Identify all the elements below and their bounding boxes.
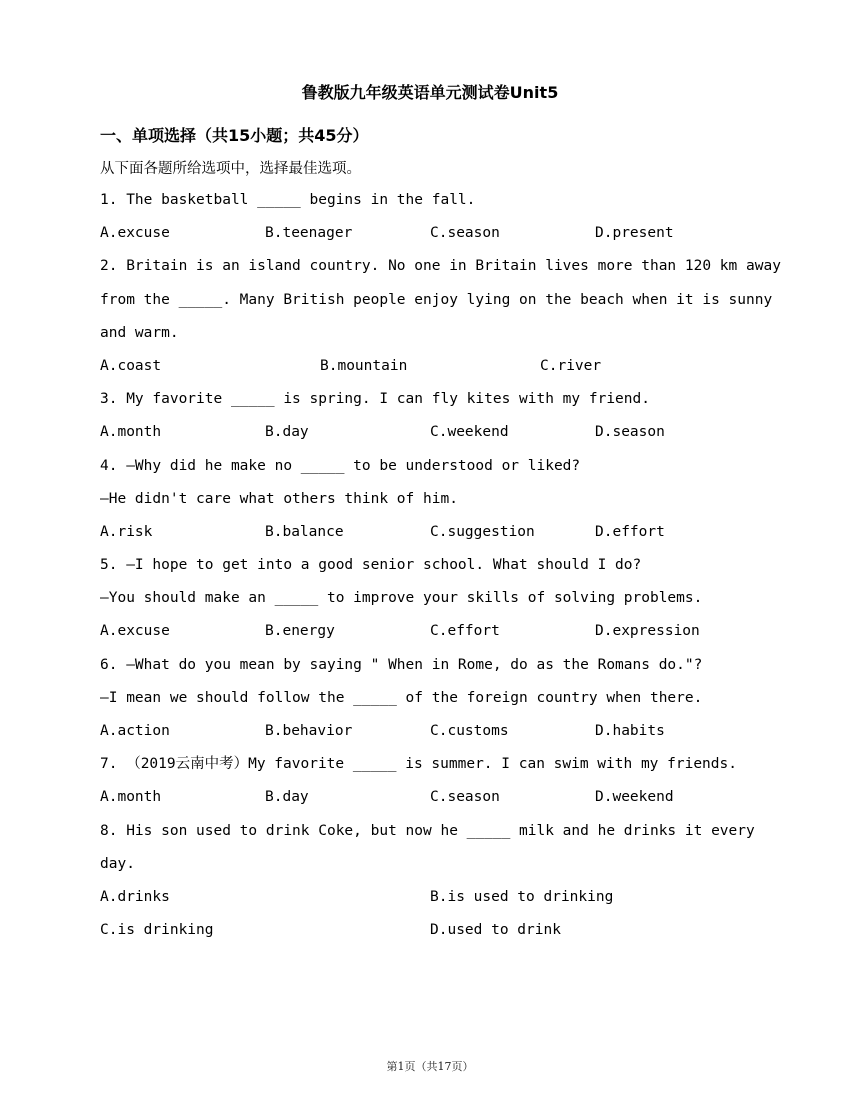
answer-option: C.suggestion: [430, 523, 535, 540]
option-row: [100, 881, 780, 914]
answer-option: B.is used to drinking: [430, 888, 614, 905]
question-text: 1. The basketball _____ begins in the fall.: [100, 192, 476, 208]
question-text: 4. —Why did he make no _____ to be understood or liked?: [100, 457, 581, 474]
question-text: 5. —I hope to get into a good senior school. What should I do?: [100, 557, 642, 574]
question-item: [100, 184, 780, 250]
answer-option: D.season: [595, 424, 665, 441]
answer-option: B.day: [265, 789, 309, 806]
answer-option: A.excuse: [100, 225, 170, 242]
answer-option: D.expression: [595, 623, 700, 640]
answer-option: C.customs: [430, 723, 509, 739]
answer-option: B.energy: [265, 623, 335, 640]
question-text: from the _____. Many British people enjoy lying on the beach when it is sunny: [100, 291, 773, 308]
question-text: 3. My favorite _____ is spring. I can fly kites with my friend.: [100, 391, 650, 408]
question-text: —I mean we should follow the _____ of the foreign country when there.: [100, 689, 703, 706]
answer-option: B.teenager: [265, 225, 353, 242]
answer-option: A.drinks: [100, 888, 170, 905]
page-footer: 第1页（共17页）: [386, 1060, 474, 1073]
option-row: [100, 615, 780, 648]
question-item: [100, 748, 780, 814]
answer-option: A.month: [100, 424, 162, 441]
question-item: [100, 815, 780, 948]
question-text: 8. His son used to drink Coke, but now he _____ milk and he drinks it every: [100, 822, 755, 839]
answer-option: D.effort: [595, 523, 665, 540]
question-text: —You should make an _____ to improve your skills of solving problems.: [100, 590, 703, 607]
option-row: [100, 715, 780, 748]
question-text: day.: [100, 855, 135, 872]
question-item: [100, 649, 780, 749]
answer-option: C.weekend: [430, 424, 509, 441]
question-text: —He didn't care what others think of him.: [100, 490, 458, 507]
option-row: [100, 350, 780, 383]
answer-option: B.mountain: [320, 357, 408, 374]
answer-option: D.present: [595, 225, 674, 242]
question-item: [100, 250, 780, 383]
option-row: [100, 416, 780, 449]
answer-option: B.behavior: [265, 723, 353, 739]
answer-option: C.river: [540, 357, 602, 374]
answer-option: A.action: [100, 723, 170, 739]
question-item: [100, 383, 780, 449]
question-item: [100, 450, 780, 550]
option-row: [100, 781, 780, 814]
answer-option: A.coast: [100, 357, 162, 374]
question-list: [100, 184, 780, 947]
option-row: [100, 217, 780, 250]
option-row: [100, 516, 780, 549]
answer-option: A.month: [100, 789, 162, 806]
answer-option: C.season: [430, 225, 500, 242]
option-row: [100, 914, 780, 947]
page-title: 鲁教版九年级英语单元测试卷Unit5: [301, 83, 559, 102]
section-heading: 一、单项选择（共15小题；共45分）: [100, 126, 369, 145]
answer-option: A.risk: [100, 523, 153, 540]
answer-option: C.effort: [430, 623, 500, 640]
question-text: 7. （2019云南中考）My favorite _____ is summer. I can swim with my friends.: [100, 756, 737, 773]
answer-option: B.day: [265, 424, 309, 441]
answer-option: A.excuse: [100, 623, 170, 640]
instruction-text: 从下面各题所给选项中，选择最佳选项。: [100, 161, 361, 177]
answer-option: D.habits: [595, 723, 665, 739]
answer-option: B.balance: [265, 523, 344, 540]
question-text: and warm.: [100, 324, 179, 341]
answer-option: D.used to drink: [430, 922, 561, 939]
answer-option: D.weekend: [595, 789, 674, 806]
question-item: [100, 549, 780, 649]
question-text: 2. Britain is an island country. No one in Britain lives more than 120 km away: [100, 258, 781, 275]
answer-option: C.season: [430, 789, 500, 806]
question-text: 6. —What do you mean by saying " When in Rome, do as the Romans do."?: [100, 656, 703, 673]
answer-option: C.is drinking: [100, 922, 214, 939]
